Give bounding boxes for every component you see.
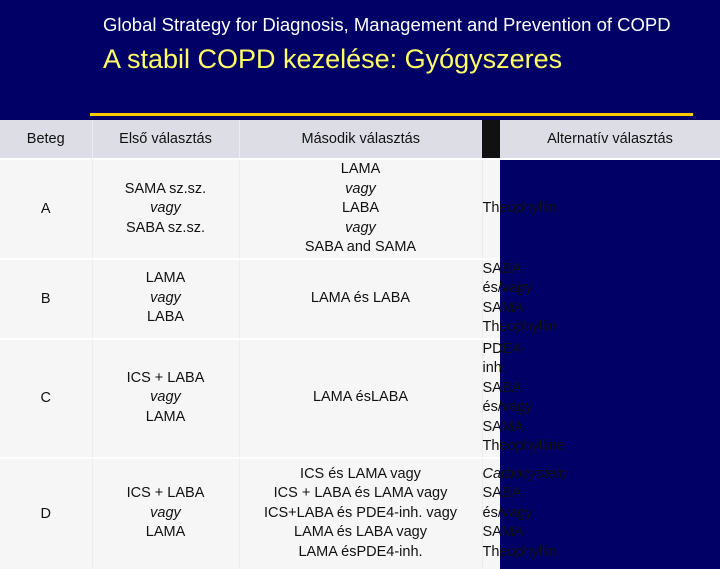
second-choice-cell — [239, 159, 482, 259]
first-choice-cell — [92, 259, 239, 339]
cell-line: ICS + LABA és LAMA vagy — [273, 485, 448, 502]
cell-line: LABA — [341, 200, 380, 216]
slide-title: A stabil COPD kezelése: Gyógyszeres — [103, 44, 563, 74]
cell-line: LAMA — [145, 524, 186, 541]
cell-line: Carbocystein — [482, 465, 568, 482]
cell-line: LAMA ésLABA — [312, 389, 409, 406]
first-choice-cell — [92, 159, 239, 259]
cell-line: PDE4-inh. — [482, 340, 526, 376]
column-divider — [482, 120, 500, 159]
cell-line: SABA és/vagy SAMA — [482, 379, 533, 435]
cell-line: vagy — [150, 289, 181, 306]
table-row — [0, 458, 720, 569]
cell-line: SABA and SAMA — [304, 239, 417, 255]
patient-cell: B — [0, 259, 92, 339]
cell-line: SABA sz.sz. — [126, 219, 205, 236]
header-first-choice: Első választás — [92, 120, 239, 159]
cell-line: Theophylline — [482, 438, 565, 454]
cell-line: SAMA sz.sz. — [124, 180, 207, 197]
cell-line: vagy — [150, 200, 181, 216]
presentation-subtitle: Global Strategy for Diagnosis, Management and Prevention of COPD — [103, 14, 671, 35]
cell-line: LAMA — [145, 270, 186, 287]
first-choice-cell — [92, 339, 239, 458]
patient-cell: C — [0, 339, 92, 458]
cell-line: Theophyllin — [482, 319, 557, 335]
cell-line: Theophyllin — [482, 543, 557, 560]
cell-line: LAMA — [340, 161, 381, 177]
cell-line: ICS és LAMA vagy — [300, 465, 421, 482]
cell-line: LAMA ésPDE4-inh. — [298, 543, 423, 560]
alternative-choice-cell — [482, 458, 568, 569]
second-choice-cell — [239, 339, 482, 458]
cell-line: LAMA és LABA vagy — [294, 524, 427, 541]
cell-line: ICS+LABA és PDE4-inh. vagy — [263, 504, 458, 521]
header-patient: Beteg — [0, 120, 92, 159]
table-row — [0, 339, 720, 458]
cell-line: SABA és/vagy SAMA — [482, 485, 533, 541]
table-row — [0, 159, 720, 259]
second-choice-cell — [239, 458, 482, 569]
cell-line: vagy — [345, 180, 376, 197]
header-alternative-choice: Alternatív választás — [500, 120, 720, 159]
table-row — [0, 259, 720, 339]
cell-line: SABA és/vagy SAMA — [482, 260, 533, 316]
patient-cell: D — [0, 458, 92, 569]
treatment-table — [0, 120, 720, 569]
second-choice-cell — [239, 259, 482, 339]
cell-line: LABA — [146, 309, 185, 326]
cell-line: LAMA — [145, 408, 186, 425]
cell-line: ICS + LABA — [126, 485, 205, 502]
header-second-choice: Második választás — [239, 120, 482, 159]
cell-line: vagy — [345, 219, 376, 236]
alternative-choice-cell — [482, 259, 557, 339]
cell-line: Theophyllin — [482, 200, 557, 216]
cell-line: vagy — [150, 389, 181, 406]
cell-line: ICS + LABA — [126, 369, 205, 386]
table-header-row — [0, 120, 720, 159]
alternative-choice-cell — [482, 159, 557, 259]
title-underline — [90, 113, 693, 116]
cell-line: LAMA és LABA — [310, 289, 411, 306]
alternative-choice-cell — [482, 339, 565, 458]
patient-cell: A — [0, 159, 92, 259]
cell-line: vagy — [150, 504, 181, 521]
first-choice-cell — [92, 458, 239, 569]
